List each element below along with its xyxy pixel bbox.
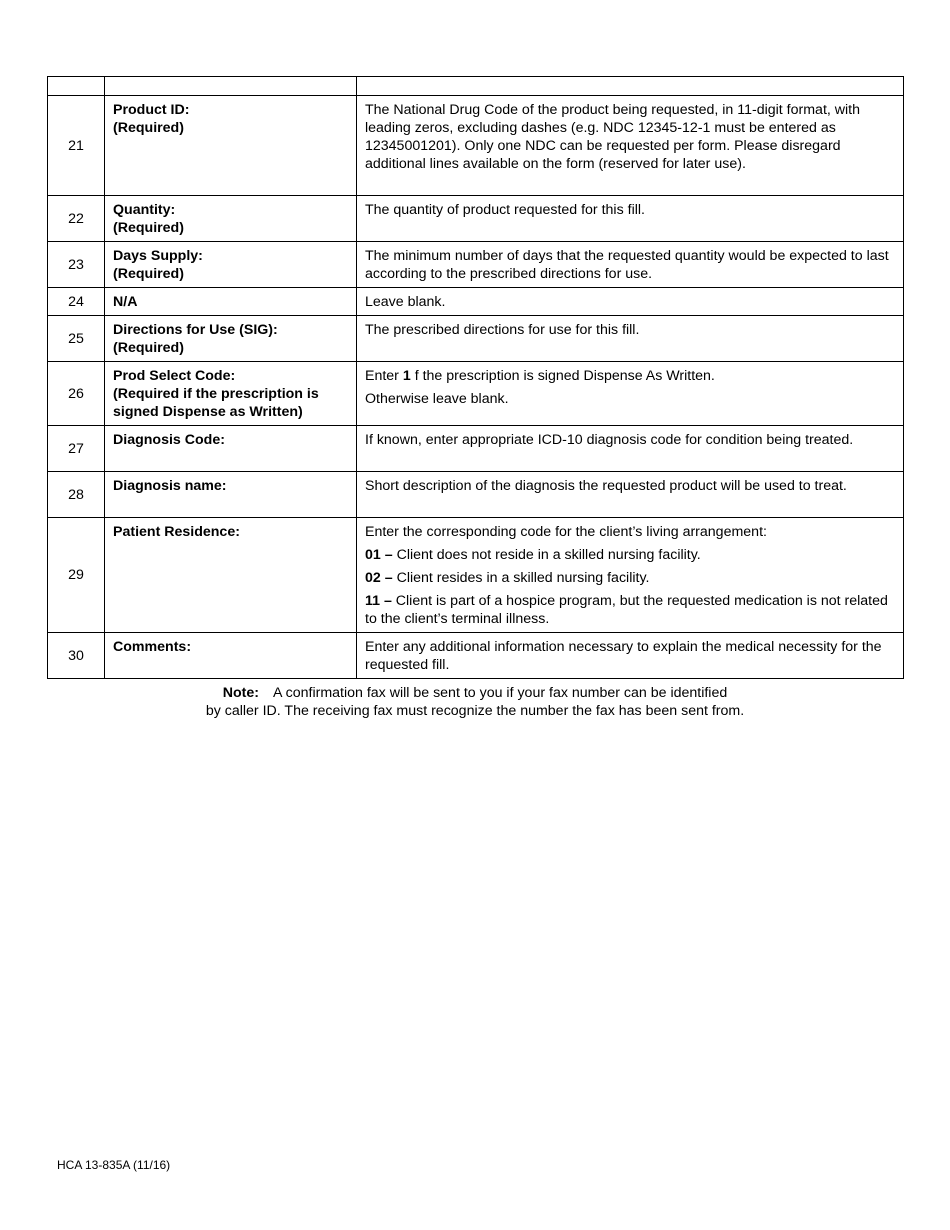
form-id-footer: HCA 13-835A (11/16) — [57, 1158, 171, 1172]
field-label-line: Prod Select Code: — [113, 368, 236, 384]
option-text: Client does not reside in a skilled nursing facility. — [392, 547, 701, 563]
option-text: Client resides in a skilled nursing facility. — [392, 570, 650, 586]
field-label-line: N/A — [113, 294, 138, 310]
field-label — [105, 633, 357, 679]
option-code: 01 – — [365, 547, 393, 563]
table-row — [48, 426, 904, 472]
field-label — [105, 518, 357, 633]
field-label-line: (Required) — [113, 220, 184, 236]
field-label-line: Patient Residence: — [113, 524, 240, 540]
field-description: Leave blank. — [357, 288, 904, 316]
confirmation-note — [47, 684, 903, 720]
description-line — [365, 367, 895, 385]
field-label — [105, 196, 357, 242]
field-description: The prescribed directions for use for this fill. — [357, 316, 904, 362]
description-text: f the prescription is signed Dispense As Written. — [410, 368, 715, 384]
row-number: 26 — [48, 362, 105, 426]
header-cell-description — [357, 77, 904, 96]
field-description: Short description of the diagnosis the requested product will be used to treat. — [357, 472, 904, 518]
field-description: Enter any additional information necessary to explain the medical necessity for the requested fill. — [357, 633, 904, 679]
row-number: 28 — [48, 472, 105, 518]
row-number: 30 — [48, 633, 105, 679]
note-line-1 — [47, 684, 903, 702]
description-text: Enter — [365, 368, 403, 384]
field-description: The minimum number of days that the requested quantity would be expected to last according to the prescribed directions for use. — [357, 242, 904, 288]
field-label-line: Diagnosis Code: — [113, 432, 225, 448]
field-label-line: Days Supply: — [113, 248, 203, 264]
table-row — [48, 472, 904, 518]
field-label-line: (Required) — [113, 120, 184, 136]
row-number: 27 — [48, 426, 105, 472]
row-number: 22 — [48, 196, 105, 242]
field-label-line: (Required) — [113, 266, 184, 282]
table-row — [48, 96, 904, 196]
header-row — [48, 77, 904, 96]
header-cell-field — [105, 77, 357, 96]
table-row — [48, 196, 904, 242]
field-description — [357, 518, 904, 633]
table-row — [48, 288, 904, 316]
field-label-line: Diagnosis name: — [113, 478, 227, 494]
table-row — [48, 518, 904, 633]
field-description: If known, enter appropriate ICD-10 diagnosis code for condition being treated. — [357, 426, 904, 472]
field-label — [105, 362, 357, 426]
instructions-table — [47, 76, 904, 679]
table-row — [48, 633, 904, 679]
note-label: Note: — [222, 685, 259, 701]
field-label-line: (Required) — [113, 340, 184, 356]
table-row — [48, 362, 904, 426]
field-label — [105, 472, 357, 518]
field-label-line: Quantity: — [113, 202, 176, 218]
field-label-line: Directions for Use (SIG): — [113, 322, 278, 338]
table-row — [48, 242, 904, 288]
code-value: 1 — [402, 368, 411, 384]
note-text: A confirmation fax will be sent to you if your fax number can be identified — [273, 685, 728, 701]
row-number: 23 — [48, 242, 105, 288]
row-number: 29 — [48, 518, 105, 633]
field-label-line: Product ID: — [113, 102, 190, 118]
note-line-2: by caller ID. The receiving fax must recognize the number the fax has been sent from. — [205, 703, 745, 719]
option-code: 11 – — [365, 593, 392, 609]
field-description — [357, 362, 904, 426]
residence-option — [365, 592, 895, 628]
field-description: The National Drug Code of the product being requested, in 11-digit format, with leading zeros, excluding dashes (e.g. NDC 12345-12-1 must be entered as 12345001201). Only one NDC can be requested per form. Please disregard additional lines available on the form (reserved for later use). — [357, 96, 904, 196]
row-number: 25 — [48, 316, 105, 362]
field-label-line: signed Dispense as Written) — [113, 404, 303, 420]
option-code: 02 – — [365, 570, 393, 586]
field-label-line: (Required if the prescription is — [113, 386, 319, 402]
residence-option — [365, 569, 895, 587]
description-line: Enter the corresponding code for the client’s living arrangement: — [365, 524, 767, 540]
table-row — [48, 316, 904, 362]
field-label — [105, 96, 357, 196]
row-number: 24 — [48, 288, 105, 316]
option-text: Client is part of a hospice program, but the requested medication is not related to the client’s terminal illness. — [365, 593, 888, 627]
field-label — [105, 426, 357, 472]
residence-option — [365, 546, 895, 564]
field-label-line: Comments: — [113, 639, 192, 655]
header-cell-number — [48, 77, 105, 96]
field-label — [105, 242, 357, 288]
field-description: The quantity of product requested for this fill. — [357, 196, 904, 242]
description-line: Otherwise leave blank. — [365, 391, 509, 407]
row-number: 21 — [48, 96, 105, 196]
field-label — [105, 288, 357, 316]
field-label — [105, 316, 357, 362]
